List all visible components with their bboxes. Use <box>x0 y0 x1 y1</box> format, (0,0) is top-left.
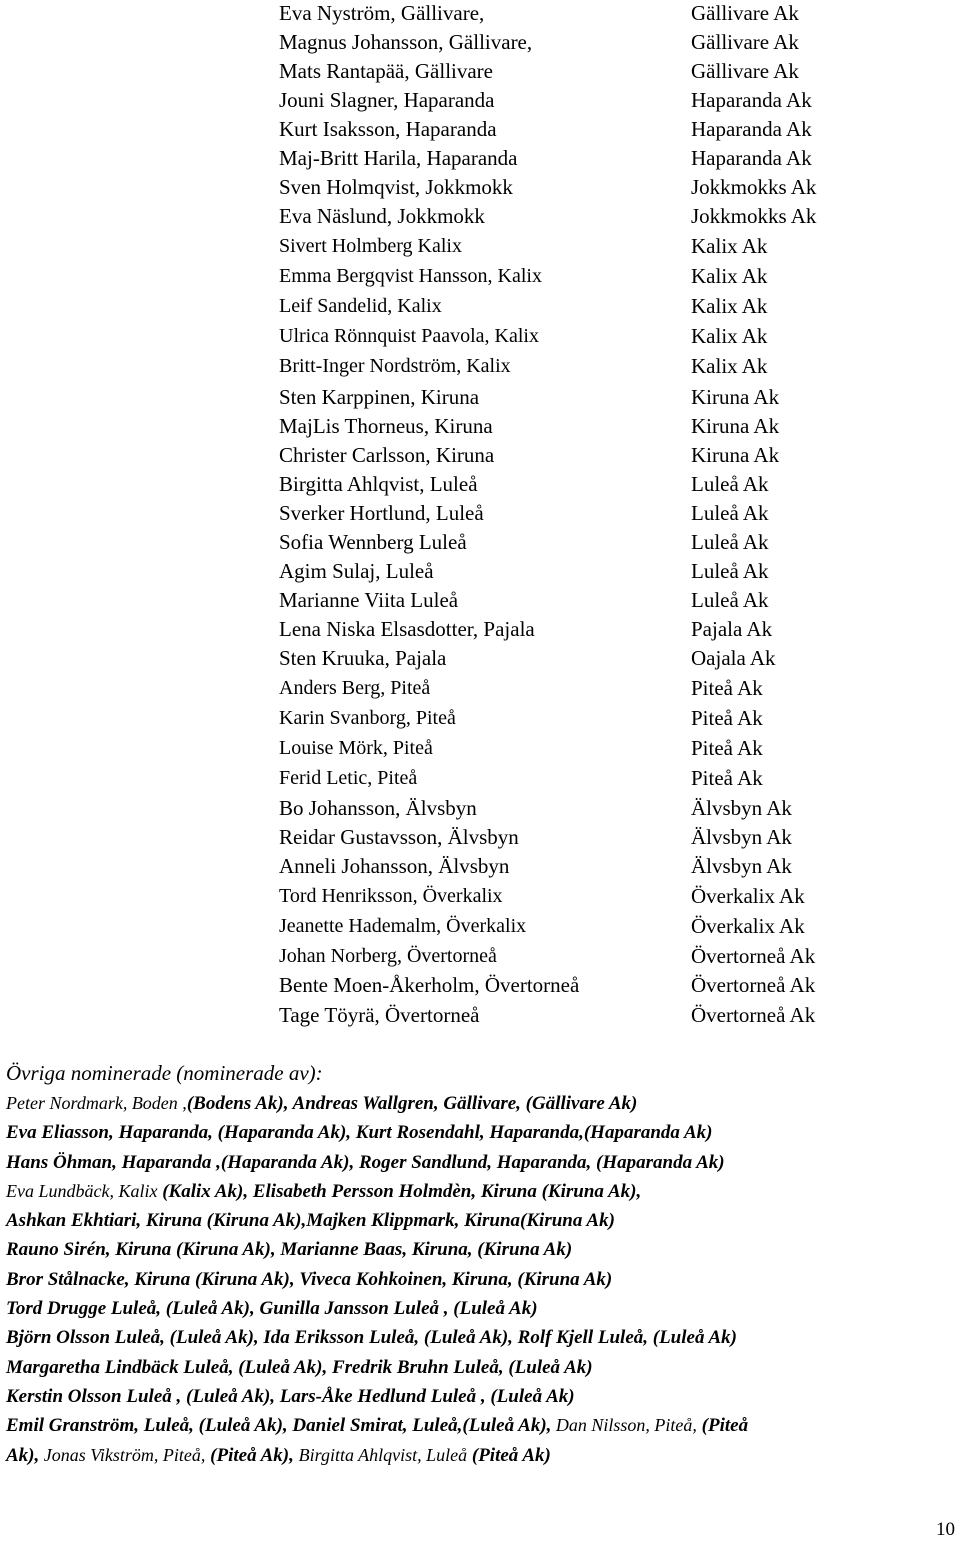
other-nominees-line <box>6 1323 956 1352</box>
other-nominees-line <box>6 1441 956 1470</box>
nominee-name: Karin Svanborg, Piteå <box>279 707 456 729</box>
other-nominees-line <box>6 1177 956 1206</box>
nominee-row <box>0 413 960 443</box>
nominee-row <box>0 442 960 472</box>
nominee-name: Anneli Johansson, Älvsbyn <box>279 854 510 878</box>
other-nominees-text: Björn Olsson Luleå, (Luleå Ak), Ida Eriksson Luleå, (Luleå Ak), Rolf Kjell Luleå, (Luleå Ak) <box>6 1327 738 1349</box>
nominee-row <box>0 471 960 501</box>
nominee-name: Ferid Letic, Piteå <box>279 767 418 789</box>
nominee-row <box>0 1002 960 1032</box>
nominee-row <box>0 913 960 943</box>
nominee-row <box>0 675 960 705</box>
nominee-association: Pajala Ak <box>691 617 773 641</box>
other-nominees-text: Ak), <box>6 1444 40 1466</box>
nominee-name: Birgitta Ahlqvist, Luleå <box>279 472 478 496</box>
nominee-association: Kalix Ak <box>691 354 768 378</box>
nominee-row <box>0 323 960 353</box>
other-nominees-line <box>6 1411 956 1440</box>
other-nominees-line <box>6 1382 956 1411</box>
other-nominees-text: Eva Eliasson, Haparanda, (Haparanda Ak), Kurt Rosendahl, Haparanda,(Haparanda Ak) <box>6 1122 713 1144</box>
nominee-name: Sverker Hortlund, Luleå <box>279 501 484 525</box>
nominee-row <box>0 29 960 59</box>
other-nominees-text: Tord Drugge Luleå, (Luleå Ak), Gunilla Jansson Luleå , (Luleå Ak) <box>6 1298 538 1320</box>
nominee-row <box>0 203 960 233</box>
nominee-row <box>0 795 960 825</box>
nominee-association: Jokkmokks Ak <box>691 175 817 199</box>
page-number: 10 <box>936 1519 955 1540</box>
nominee-association: Piteå Ak <box>691 676 763 700</box>
nominee-row <box>0 883 960 913</box>
nominee-row <box>0 87 960 117</box>
nominee-row <box>0 645 960 675</box>
nominee-row <box>0 972 960 1002</box>
other-nominees-thin-text: Peter Nordmark, Boden , <box>6 1093 187 1113</box>
nominee-row <box>0 293 960 323</box>
other-nominees-line <box>6 1148 956 1177</box>
nominee-name: Sofia Wennberg Luleå <box>279 530 467 554</box>
nominee-name: Emma Bergqvist Hansson, Kalix <box>279 265 542 287</box>
nominee-name: Tage Töyrä, Övertorneå <box>279 1003 480 1027</box>
nominee-row <box>0 500 960 530</box>
other-nominees-text: Hans Öhman, Haparanda ,(Haparanda Ak), Roger Sandlund, Haparanda, (Haparanda Ak) <box>6 1151 725 1173</box>
other-nominees-line <box>6 1294 956 1323</box>
nominee-association: Kalix Ak <box>691 294 768 318</box>
nominee-row <box>0 616 960 646</box>
nominee-association: Övertorneå Ak <box>691 944 816 968</box>
other-nominees-text: (Piteå Ak), <box>205 1444 299 1466</box>
other-nominees-text: (Piteå <box>696 1415 749 1437</box>
other-nominees-thin-text: Birgitta Ahlqvist, Luleå <box>298 1444 468 1465</box>
nominee-association: Haparanda Ak <box>691 117 812 141</box>
other-nominees-heading: Övriga nominerade (nominerade av): <box>6 1061 323 1085</box>
nominee-row <box>0 735 960 765</box>
nominee-name: Britt-Inger Nordström, Kalix <box>279 355 511 377</box>
nominee-row <box>0 853 960 883</box>
nominee-association: Haparanda Ak <box>691 88 812 112</box>
nominee-association: Älvsbyn Ak <box>691 796 792 820</box>
nominee-association: Övertorneå Ak <box>691 1003 816 1027</box>
nominee-row <box>0 263 960 293</box>
other-nominees-text: Margaretha Lindbäck Luleå, (Luleå Ak), Fredrik Bruhn Luleå, (Luleå Ak) <box>6 1356 593 1378</box>
other-nominees-text: Bror Stålnacke, Kiruna (Kiruna Ak), Viveca Kohkoinen, Kiruna, (Kiruna Ak) <box>6 1268 613 1290</box>
nominee-name: Kurt Isaksson, Haparanda <box>279 117 497 141</box>
nominee-association: Luleå Ak <box>691 472 769 496</box>
nominee-association: Haparanda Ak <box>691 146 812 170</box>
nominee-association: Jokkmokks Ak <box>691 204 817 228</box>
nominee-association: Luleå Ak <box>691 588 769 612</box>
nominee-name: Lena Niska Elsasdotter, Pajala <box>279 617 535 641</box>
nominee-row <box>0 233 960 263</box>
nominee-association: Piteå Ak <box>691 706 763 730</box>
nominee-name: Maj-Britt Harila, Haparanda <box>279 146 518 170</box>
nominee-name: Sten Karppinen, Kiruna <box>279 385 480 409</box>
nominee-association: Kalix Ak <box>691 234 768 258</box>
nominee-name: Anders Berg, Piteå <box>279 677 431 699</box>
nominee-association: Piteå Ak <box>691 766 763 790</box>
other-nominees-text: (Bodens Ak), Andreas Wallgren, Gällivare, (Gällivare Ak) <box>186 1093 638 1114</box>
nominee-name: Sven Holmqvist, Jokkmokk <box>279 175 513 199</box>
nominee-name: Mats Rantapää, Gällivare <box>279 59 493 83</box>
nominee-name: Bo Johansson, Älvsbyn <box>279 796 477 820</box>
nominee-name: Bente Moen-Åkerholm, Övertorneå <box>279 973 580 997</box>
nominee-association: Kalix Ak <box>691 324 768 348</box>
nominee-name: Marianne Viita Luleå <box>279 588 459 612</box>
nominee-name: Agim Sulaj, Luleå <box>279 559 434 583</box>
other-nominees-line <box>6 1265 956 1294</box>
nominee-name: Jouni Slagner, Haparanda <box>279 88 495 112</box>
nominee-name: MajLis Thorneus, Kiruna <box>279 414 493 438</box>
nominee-row <box>0 529 960 559</box>
nominee-row <box>0 824 960 854</box>
other-nominees-line <box>6 1118 956 1147</box>
other-nominees-thin-text: Eva Lundbäck, Kalix <box>6 1180 158 1201</box>
nominee-association: Kiruna Ak <box>691 443 780 467</box>
nominee-name: Reidar Gustavsson, Älvsbyn <box>279 825 519 849</box>
other-nominees-line <box>6 1089 956 1118</box>
nominee-row <box>0 558 960 588</box>
nominee-row <box>0 943 960 973</box>
nominee-association: Älvsbyn Ak <box>691 854 792 878</box>
nominee-row <box>0 765 960 795</box>
other-nominees-text: (Piteå Ak) <box>467 1444 551 1466</box>
other-nominees-section <box>6 1060 956 1470</box>
nominee-name: Louise Mörk, Piteå <box>279 737 433 759</box>
nominee-association: Oajala Ak <box>691 646 776 670</box>
nominee-row <box>0 174 960 204</box>
nominee-name: Johan Norberg, Övertorneå <box>279 945 497 967</box>
nominee-name: Sivert Holmberg Kalix <box>279 235 462 257</box>
other-nominees-line <box>6 1235 956 1264</box>
nominee-name: Christer Carlsson, Kiruna <box>279 443 495 467</box>
nominee-name: Eva Näslund, Jokkmokk <box>279 204 485 228</box>
nominee-row <box>0 587 960 617</box>
other-nominees-thin-text: Dan Nilsson, Piteå, <box>551 1415 697 1436</box>
nominee-row <box>0 116 960 146</box>
nominee-name: Sten Kruuka, Pajala <box>279 646 447 670</box>
nominee-name: Tord Henriksson, Överkalix <box>279 885 503 907</box>
nominee-name: Magnus Johansson, Gällivare, <box>279 30 533 54</box>
nominee-name: Ulrica Rönnquist Paavola, Kalix <box>279 325 539 347</box>
nominee-association: Kiruna Ak <box>691 385 780 409</box>
nominee-association: Luleå Ak <box>691 501 769 525</box>
nominee-association: Övertorneå Ak <box>691 973 816 997</box>
nominee-association: Gällivare Ak <box>691 1 799 25</box>
other-nominees-text: Emil Granström, Luleå, (Luleå Ak), Daniel Smirat, Luleå,(Luleå Ak), <box>6 1415 552 1437</box>
nominee-name: Leif Sandelid, Kalix <box>279 295 442 317</box>
nominee-association: Älvsbyn Ak <box>691 825 792 849</box>
nominee-association: Gällivare Ak <box>691 59 799 83</box>
nominee-association: Kiruna Ak <box>691 414 780 438</box>
other-nominees-thin-text: Jonas Vikström, Piteå, <box>39 1444 206 1465</box>
other-nominees-lines <box>6 1089 956 1411</box>
other-nominees-text: Kerstin Olsson Luleå , (Luleå Ak), Lars-Åke Hedlund Luleå , (Luleå Ak) <box>6 1385 575 1407</box>
other-nominees-text: Ashkan Ekhtiari, Kiruna (Kiruna Ak),Majken Klippmark, Kiruna(Kiruna Ak) <box>6 1210 615 1232</box>
nominee-row <box>0 353 960 383</box>
nominee-association: Luleå Ak <box>691 530 769 554</box>
nominee-name: Jeanette Hademalm, Överkalix <box>279 915 527 937</box>
nominee-association: Piteå Ak <box>691 736 763 760</box>
nominee-row <box>0 0 960 30</box>
other-nominees-text: Rauno Sirén, Kiruna (Kiruna Ak), Marianne Baas, Kiruna, (Kiruna Ak) <box>6 1239 573 1261</box>
nominee-row <box>0 705 960 735</box>
nominee-row <box>0 384 960 414</box>
nominee-association: Kalix Ak <box>691 264 768 288</box>
other-nominees-text: (Kalix Ak), Elisabeth Persson Holmdèn, Kiruna (Kiruna Ak), <box>157 1180 642 1202</box>
other-nominees-line <box>6 1353 956 1382</box>
nominee-association: Gällivare Ak <box>691 30 799 54</box>
other-nominees-line <box>6 1206 956 1235</box>
nominee-association: Överkalix Ak <box>691 914 805 938</box>
nominee-row <box>0 145 960 175</box>
nominee-association: Överkalix Ak <box>691 884 805 908</box>
nominee-association: Luleå Ak <box>691 559 769 583</box>
nominee-name: Eva Nyström, Gällivare, <box>279 1 485 25</box>
nominee-row <box>0 58 960 88</box>
